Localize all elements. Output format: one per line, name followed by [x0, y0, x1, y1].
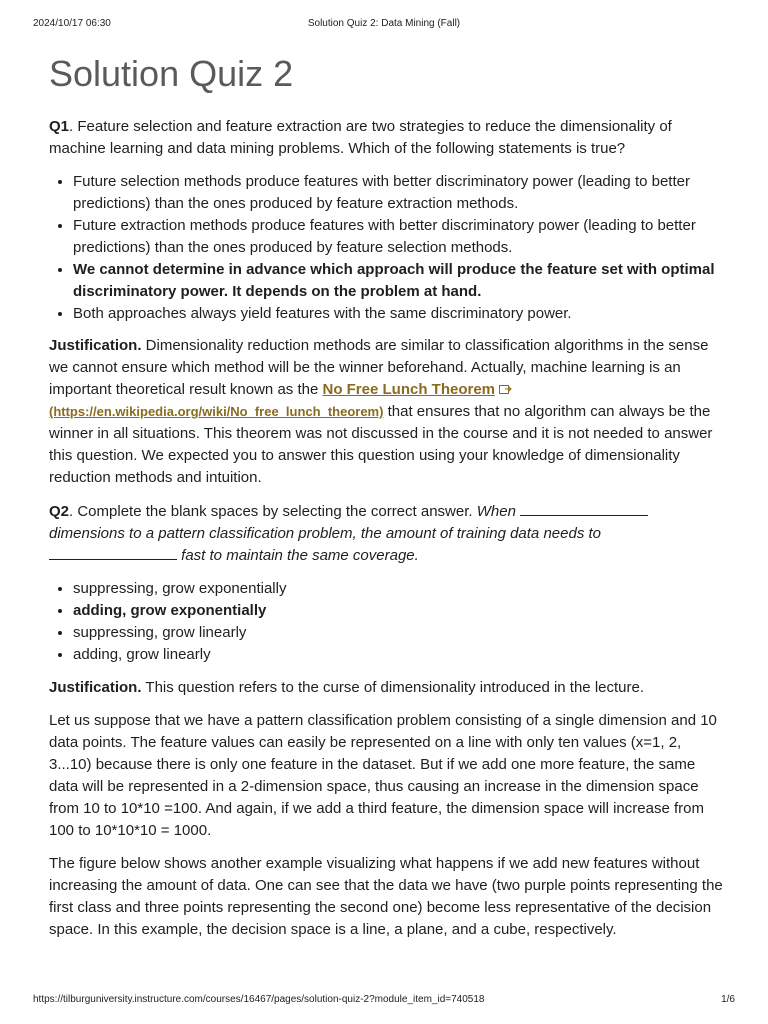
- blank-space-1: [520, 501, 648, 516]
- question-2-text: . Complete the blank spaces by selecting the correct answer.: [69, 503, 477, 520]
- option-item: • suppressing, grow exponentially: [73, 578, 727, 600]
- no-free-lunch-link[interactable]: No Free Lunch Theorem: [322, 381, 496, 398]
- external-link-icon: [499, 383, 513, 395]
- print-title: Solution Quiz 2: Data Mining (Fall): [307, 18, 461, 29]
- question-2-italic-2: dimensions to a pattern classification problem, the amount of training data needs to: [49, 525, 601, 542]
- explanation-paragraph-2: The figure below shows another example visualizing what happens if we add new features without increasing the amount of data. One can see that the data we have (two purple points representing the first class and three points representing the second one) become less representative of the decision space. In this example, the decision space is a line, a plane, and a cube, respectively.: [49, 855, 723, 938]
- question-2-italic-3: fast to maintain the same coverage.: [181, 547, 419, 564]
- print-footer: [33, 994, 735, 1008]
- option-item: • Future selection methods produce features with better discriminatory power (leading to better predictions) than the ones produced by feature extraction methods.: [73, 171, 727, 215]
- page-number: 1/6: [721, 994, 735, 1005]
- question-2-justification: [49, 677, 727, 699]
- question-1: [49, 116, 727, 160]
- option-item: • adding, grow linearly: [73, 644, 727, 666]
- page-content: [49, 52, 727, 941]
- question-2-label: Q2: [49, 503, 70, 520]
- page-url: https://tilburguniversity.instructure.com/courses/16467/pages/solution-quiz-2?module_item_id=740518: [33, 994, 485, 1005]
- justification-label: Justification.: [49, 337, 142, 354]
- justification-text: This question refers to the curse of dimensionality introduced in the lecture.: [141, 679, 645, 696]
- option-item: • suppressing, grow linearly: [73, 622, 727, 644]
- question-2-options: [49, 578, 727, 666]
- print-date: 2024/10/17 06:30: [33, 18, 111, 29]
- correct-option-item: • We cannot determine in advance which approach will produce the feature set with optimal discriminatory power. It depends on the problem at hand.: [73, 259, 727, 303]
- explanation-paragraph-1: Let us suppose that we have a pattern classification problem consisting of a single dimension and 10 data points. The feature values can easily be represented on a line with only ten values (x=1, 2, 3...10) because there is only one feature in the dataset. But if we add one more feature, the same data will be represented in a 2-dimension space, thus causing an increase in the dimension space from 10 to 10*10 =100. And again, if we add a third feature, the dimension space will increase from 100 to 10*10*10 = 1000.: [49, 712, 717, 839]
- question-1-label: Q1: [49, 118, 70, 135]
- no-free-lunch-url-link[interactable]: (https://en.wikipedia.org/wiki/No_free_lunch_theorem): [49, 404, 384, 419]
- page-title: Solution Quiz 2: [49, 53, 294, 94]
- option-item: • Both approaches always yield features with the same discriminatory power.: [73, 303, 727, 325]
- justification-text-before-link: Dimensionality reduction methods are similar to classification algorithms in the sense we cannot ensure which method will be the winner beforehand. Actually, machine learning is an important theoretical result known as the: [49, 337, 709, 398]
- question-1-options: [49, 171, 727, 325]
- question-2: [49, 501, 727, 567]
- option-item: • Future extraction methods produce features with better discriminatory power (leading to better predictions) than the ones produced by feature selection methods.: [73, 215, 727, 259]
- print-header: [33, 18, 735, 32]
- justification-text-after-link: that ensures that no algorithm can always be the winner in all situations. This theorem was not discussed in the course and it is not needed to answer this question. We expected you to answer this question using your knowledge of dimensionality reduction methods and intuition.: [49, 403, 713, 486]
- question-1-justification: [49, 335, 727, 489]
- correct-option-item: • adding, grow exponentially: [73, 600, 727, 622]
- question-2-italic-1: When: [476, 503, 516, 520]
- blank-space-2: [49, 545, 177, 560]
- question-1-text: . Feature selection and feature extraction are two strategies to reduce the dimensionality of machine learning and data mining problems. Which of the following statements is true?: [49, 118, 672, 157]
- justification-label: Justification.: [49, 679, 142, 696]
